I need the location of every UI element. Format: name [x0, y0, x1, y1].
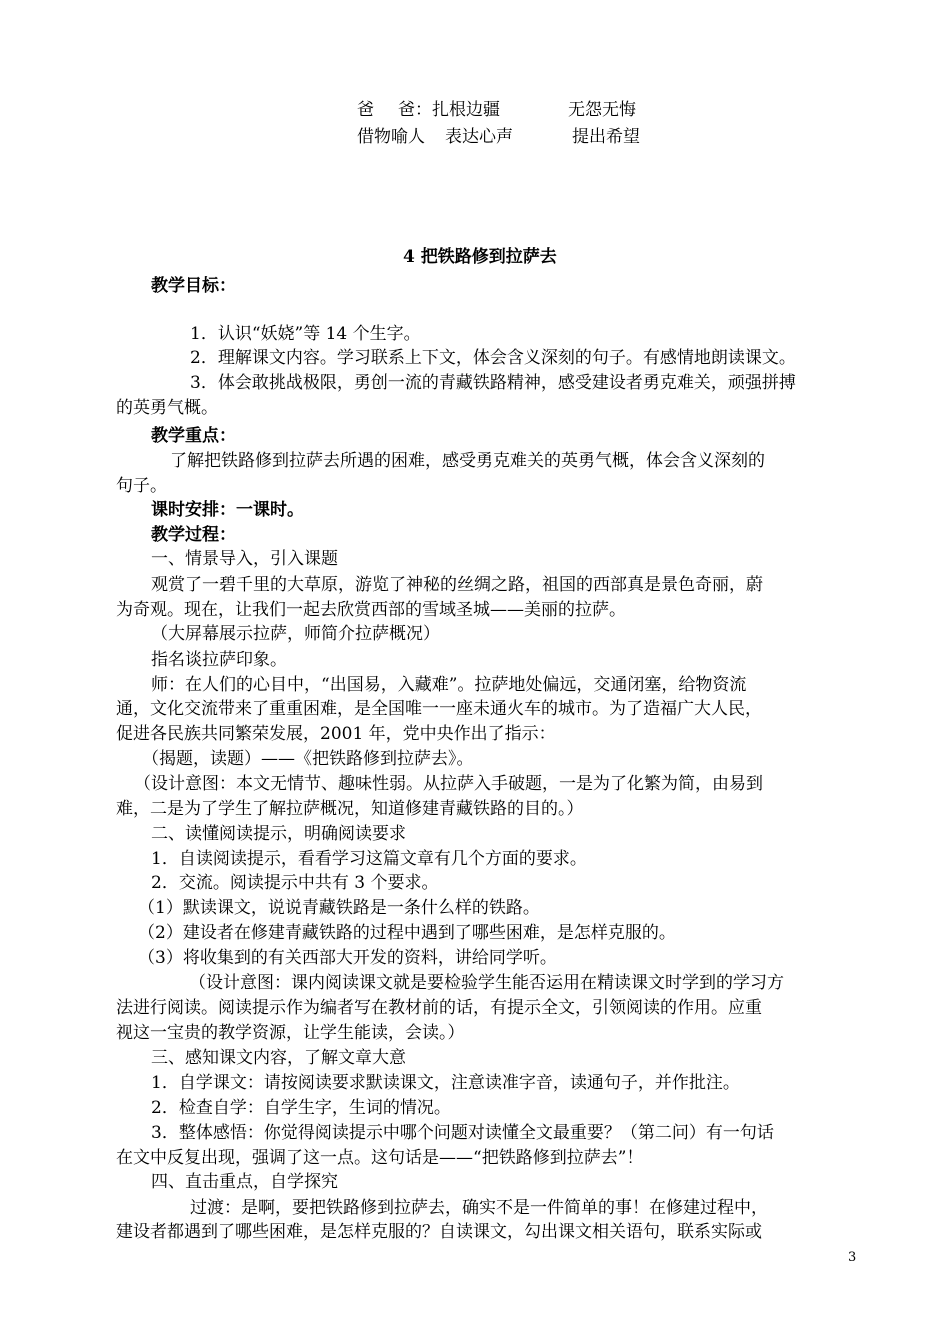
text-line: 视这一宝贵的教学资源，让学生能读，会读。）	[116, 1023, 465, 1043]
text-line: 通，文化交流带来了重重困难，是全国唯一一座未通火车的城市。为了造福广大人民，	[116, 699, 762, 719]
text-line: 指名谈拉萨印象。	[151, 650, 287, 670]
header-cell: 借物喻人	[357, 127, 425, 147]
text-line: 一、情景导入，引入课题	[151, 549, 338, 569]
text-line: 过渡：是啊，要把铁路修到拉萨去，确实不是一件简单的事！在修建过程中，	[190, 1198, 768, 1218]
text-line: （设计意图：本文无情节、趣味性弱。从拉萨入手破题，一是为了化繁为简，由易到	[134, 774, 763, 794]
lesson-title: 4 把铁路修到拉萨去	[403, 247, 557, 267]
text-line: （揭题，读题）——《把铁路修到拉萨去》。	[142, 749, 474, 769]
text-line: 1．自学课文：请按阅读要求默读课文，注意读准字音，读通句子，并作批注。	[151, 1073, 740, 1093]
header-cell: 表达心声	[445, 127, 513, 147]
text-line: 三、感知课文内容，了解文章大意	[151, 1048, 406, 1068]
header-cell: 爸	[357, 100, 374, 120]
text-line: 1．自读阅读提示，看看学习这篇文章有几个方面的要求。	[151, 849, 587, 869]
text-line: 促进各民族共同繁荣发展，2001 年，党中央作出了指示：	[116, 724, 556, 744]
text-line: （2）建设者在修建青藏铁路的过程中遇到了哪些困难，是怎样克服的。	[138, 923, 676, 943]
text-line: 难，二是为了学生了解拉萨概况，知道修建青藏铁路的目的。）	[116, 799, 584, 819]
text-line: 2．理解课文内容。学习联系上下文，体会含义深刻的句子。有感情地朗读课文。	[190, 348, 796, 368]
page-number: 3	[848, 1250, 857, 1265]
text-line: 3．整体感悟：你觉得阅读提示中哪个问题对读懂全文最重要？（第二问）有一句话	[151, 1123, 774, 1143]
section-heading: 教学目标：	[151, 276, 236, 296]
text-line: （设计意图：课内阅读课文就是要检验学生能否运用在精读课文时学到的学习方	[189, 973, 784, 993]
text-line: 1．认识“妖娆”等 14 个生字。	[190, 324, 421, 344]
text-line: 的英勇气概。	[116, 398, 218, 418]
text-line: 二、读懂阅读提示，明确阅读要求	[151, 824, 406, 844]
text-line: 了解把铁路修到拉萨去所遇的困难，感受勇克难关的英勇气概，体会含义深刻的	[170, 451, 765, 471]
text-line: （1）默读课文，说说青藏铁路是一条什么样的铁路。	[138, 898, 540, 918]
section-heading: 教学过程：	[151, 525, 236, 545]
section-heading: 课时安排：一课时。	[151, 500, 304, 520]
text-line: 2．交流。阅读提示中共有 3 个要求。	[151, 873, 439, 893]
text-line: （3）将收集到的有关西部大开发的资料，讲给同学听。	[138, 948, 557, 968]
text-line: 为奇观。现在，让我们一起去欣赏西部的雪域圣城——美丽的拉萨。	[116, 600, 626, 620]
section-heading: 教学重点：	[151, 426, 236, 446]
header-cell: 无怨无悔	[568, 100, 636, 120]
text-line: 句子。	[116, 476, 167, 496]
text-line: 师：在人们的心目中，“出国易，入藏难”。拉萨地处偏远，交通闭塞，给物资流	[151, 675, 747, 695]
text-line: 法进行阅读。阅读提示作为编者写在教材前的话，有提示全文，引领阅读的作用。应重	[116, 998, 762, 1018]
text-line: 观赏了一碧千里的大草原，游览了神秘的丝绸之路，祖国的西部真是景色奇丽，蔚	[151, 575, 763, 595]
header-cell: 爸：扎根边疆	[398, 100, 500, 120]
text-line: 2．检查自学：自学生字，生词的情况。	[151, 1098, 451, 1118]
text-line: 3．体会敢挑战极限，勇创一流的青藏铁路精神，感受建设者勇克难关，顽强拼搏	[190, 373, 796, 393]
text-line: 在文中反复出现，强调了这一点。这句话是——“把铁路修到拉萨去”！	[116, 1148, 644, 1168]
header-cell: 提出希望	[572, 127, 640, 147]
text-line: 四、直击重点，自学探究	[151, 1172, 338, 1192]
text-line: 建设者都遇到了哪些困难，是怎样克服的？自读课文，勾出课文相关语句，联系实际或	[116, 1222, 762, 1242]
text-line: （大屏幕展示拉萨，师简介拉萨概况）	[151, 624, 440, 644]
